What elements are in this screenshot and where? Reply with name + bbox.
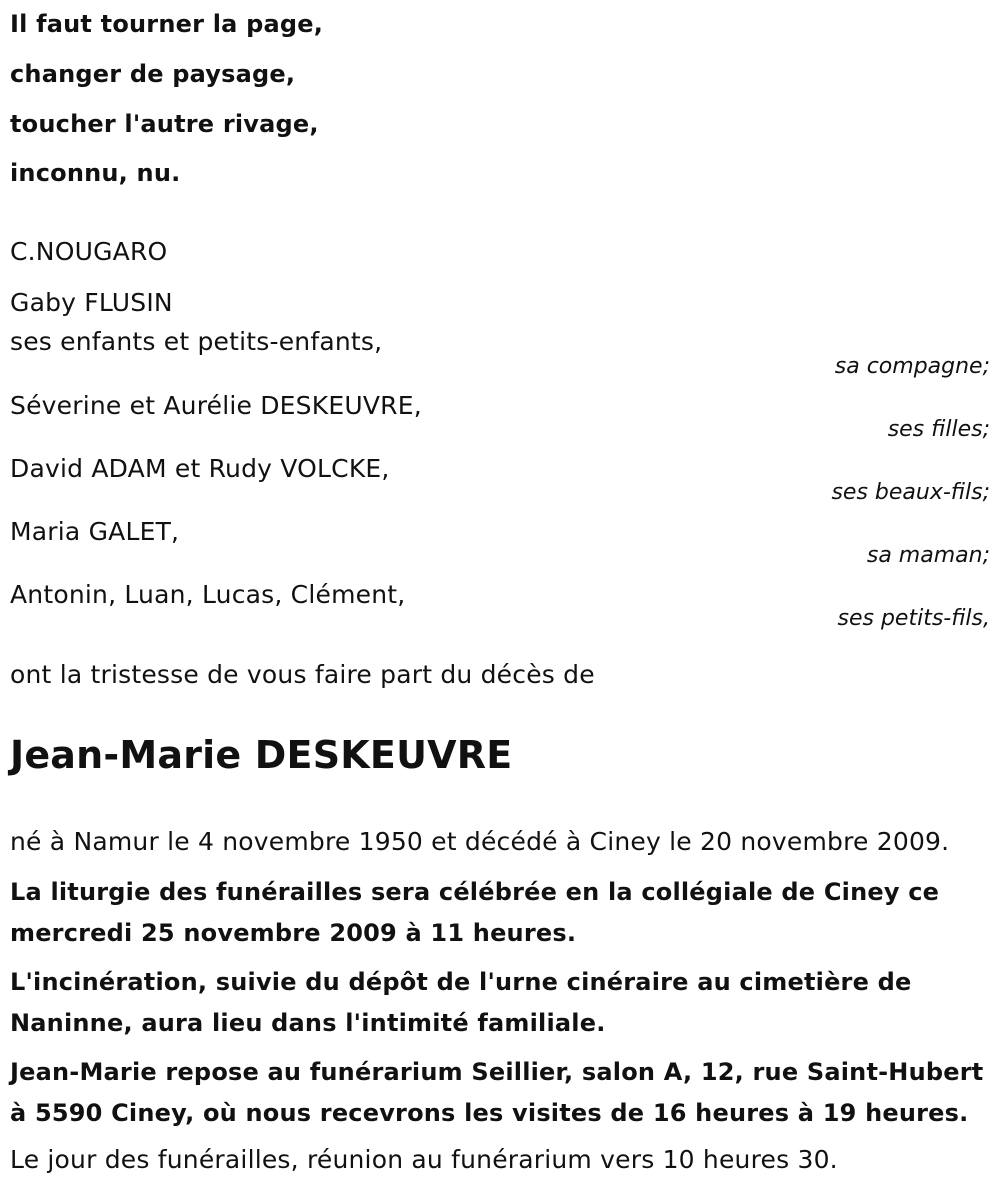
deceased-name: Jean-Marie DESKEUVRE bbox=[10, 733, 513, 777]
announcement-text: ont la tristesse de vous faire part du décès de bbox=[10, 660, 595, 689]
poem-author: C.NOUGARO bbox=[10, 237, 168, 266]
family-names-1: Gaby FLUSIN bbox=[10, 288, 173, 317]
meeting-text: Le jour des funérailles, réunion au funérarium vers 10 heures 30. bbox=[10, 1145, 838, 1174]
poem-line-2: changer de paysage, bbox=[10, 60, 296, 88]
poem-line-1: Il faut tourner la page, bbox=[10, 10, 324, 38]
family-role-1: sa compagne; bbox=[834, 354, 990, 379]
family-role-4: sa maman; bbox=[866, 543, 990, 568]
family-names-2: Séverine et Aurélie DESKEUVRE, bbox=[10, 391, 422, 420]
family-names-4: Maria GALET, bbox=[10, 517, 180, 546]
family-role-3: ses beaux-fils; bbox=[831, 480, 990, 505]
family-names-3: David ADAM et Rudy VOLCKE, bbox=[10, 454, 390, 483]
family-names-1-cont: ses enfants et petits-enfants, bbox=[10, 327, 383, 356]
visitation-paragraph: Jean-Marie repose au funérarium Seillier, salon A, 12, rue Saint-Hubert à 5590 Ciney, où nous recevrons les visites de 16 heures à 19 heures. bbox=[10, 1058, 984, 1127]
birth-death-text: né à Namur le 4 novembre 1950 et décédé à Ciney le 20 novembre 2009. bbox=[10, 827, 950, 856]
liturgy-paragraph: La liturgie des funérailles sera célébrée en la collégiale de Ciney ce mercredi 25 novembre 2009 à 11 heures. bbox=[10, 878, 940, 947]
poem-line-3: toucher l'autre rivage, bbox=[10, 110, 319, 138]
family-role-5: ses petits-fils, bbox=[837, 606, 990, 631]
poem-line-4: inconnu, nu. bbox=[10, 159, 181, 187]
cremation-paragraph: L'incinération, suivie du dépôt de l'urne cinéraire au cimetière de Naninne, aura lieu dans l'intimité familiale. bbox=[10, 968, 912, 1037]
family-role-2: ses filles; bbox=[887, 417, 990, 442]
family-names-5: Antonin, Luan, Lucas, Clément, bbox=[10, 580, 406, 609]
